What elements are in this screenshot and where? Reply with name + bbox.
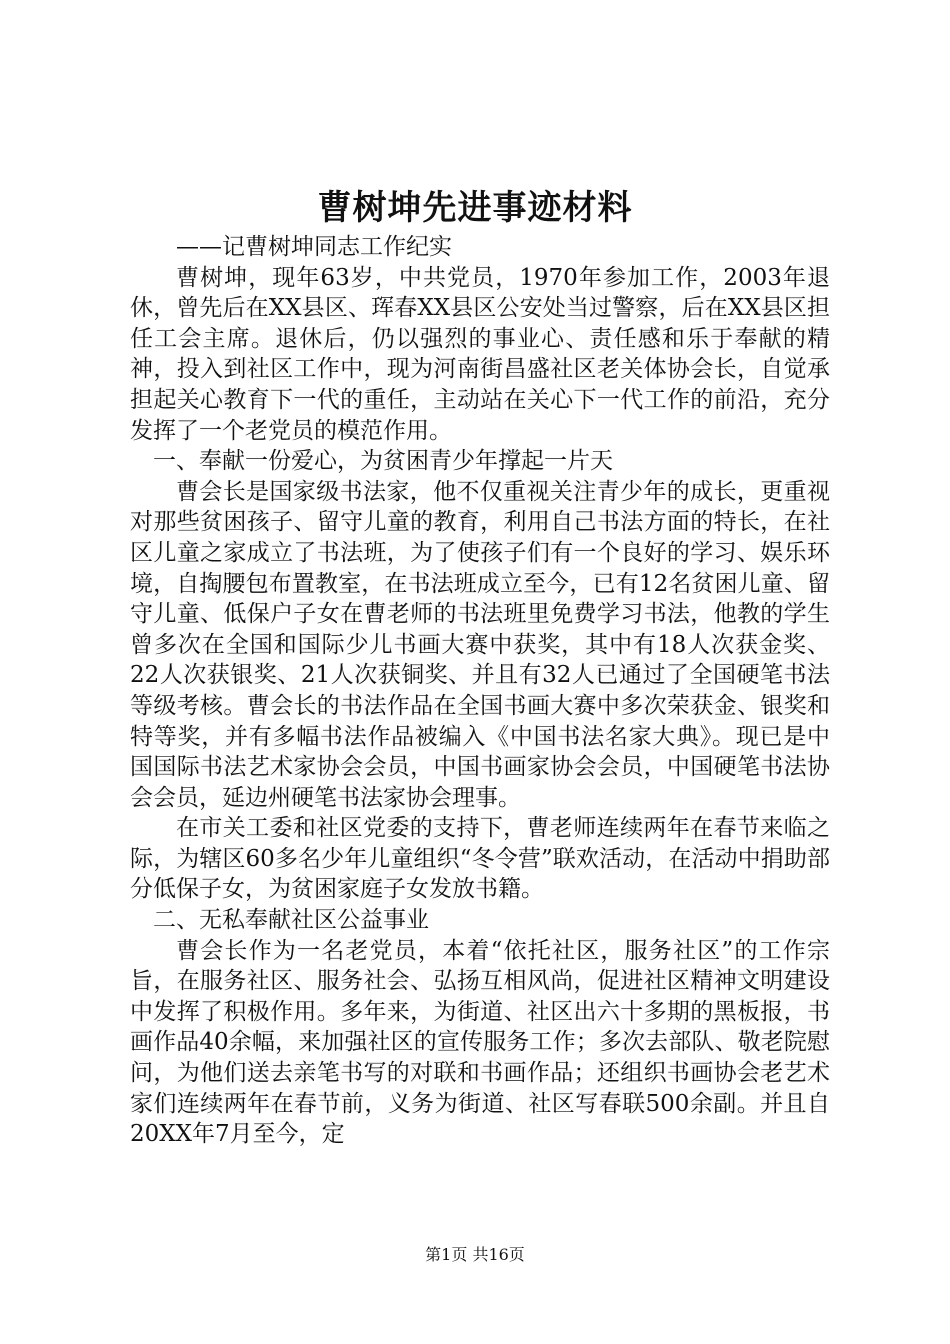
paragraph-winter-camp: 在市关工委和社区党委的支持下，曹老师连续两年在春节来临之际，为辖区60多名少年儿童组织“冬令营”联欢活动，在活动中捐助部分低保子女，为贫困家庭子女发放书籍。 [130,815,830,903]
document-subtitle: ——记曹树坤同志工作纪实 [176,234,452,260]
document-title: 曹树坤先进事迹材料 [317,188,633,228]
paragraph-calligraphy: 曹会长是国家级书法家，他不仅重视关注青少年的成长，更重视对那些贫困孩子、留守儿童的教育，利用自己书法方面的特长，在社区儿童之家成立了书法班，为了使孩子们有一个良好的学习、娱乐环境，自掏腰包布置教室，在书法班成立至今，已有12名贫困儿童、留守儿童、低保户子女在曹老师的书法班里免费学习书法，他教的学生曾多次在全国和国际少儿书画大赛中获奖，其中有18人次获金奖、22人次获银奖、21人次获铜奖、并且有32人已通过了全国硬笔书法等级考核。曹会长的书法作品在全国书画大赛中多次荣获金、银奖和特等奖，并有多幅书法作品被编入《中国书法名家大典》。现已是中国国际书法艺术家协会会员，中国书画家协会会员，中国硬笔书法协会会员，延边州硬笔书法家协会理事。 [130,478,830,811]
paragraph-intro: 曹树坤，现年63岁，中共党员，1970年参加工作，2003年退休，曾先后在XX县区、珲春XX县区公安处当过警察，后在XX县区担任工会主席。退休后，仍以强烈的事业心、责任感和乐于奉献的精神，投入到社区工作中，现为河南街昌盛社区老关体协会长，自觉承担起关心教育下一代的重任，主动站在关心下一代工作的前沿，充分发挥了一个老党员的模范作用。 [130,264,830,444]
paragraph-community-service: 曹会长作为一名老党员，本着“依托社区，服务社区”的工作宗旨，在服务社区、服务社会、弘扬互相风尚，促进社区精神文明建设中发挥了积极作用。多年来，为街道、社区出六十多期的黑板报，书画作品40余幅，来加强社区的宣传服务工作；多次去部队、敬老院慰问，为他们送去亲笔书写的对联和书画作品；还组织书画协会老艺术家们连续两年在春节前，义务为街道、社区写春联500余副。并且自20XX年7月至今，定 [130,937,830,1148]
section-heading-2: 二、无私奉献社区公益事业 [153,907,429,934]
page-number: 第1页 共16页 [425,1245,525,1264]
document-body [130,232,830,1150]
section-heading-1: 一、奉献一份爱心，为贫困青少年撑起一片天 [153,448,613,475]
